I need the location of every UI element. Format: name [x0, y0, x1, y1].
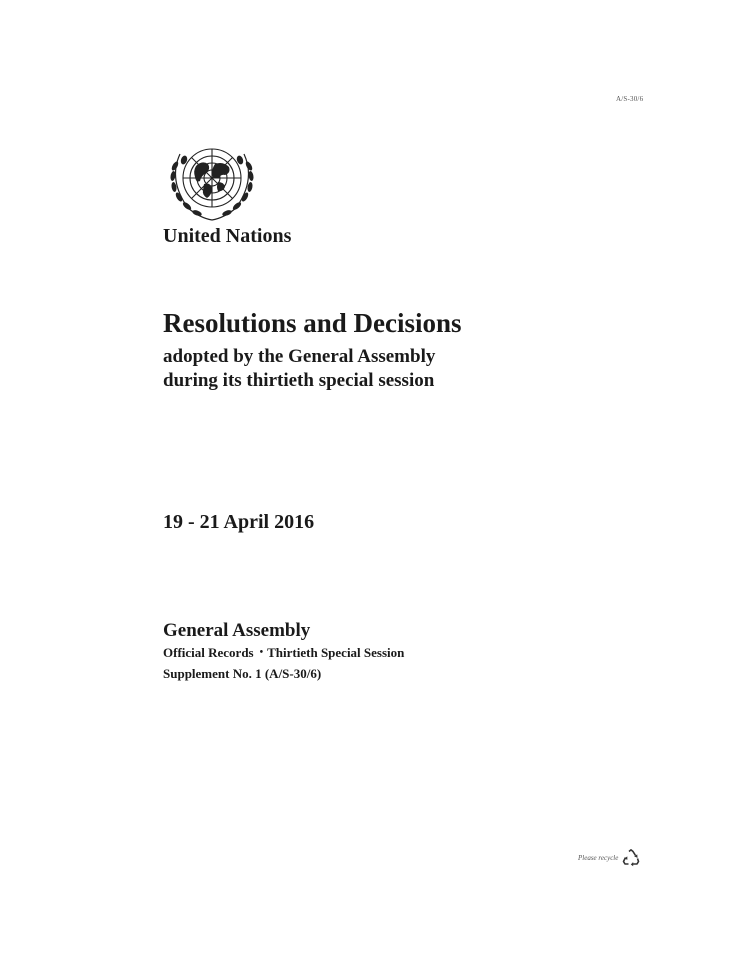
- document-title: Resolutions and Decisions: [163, 308, 462, 338]
- recycle-icon: [621, 848, 641, 868]
- records-separator: •: [259, 647, 264, 658]
- supplement-number: Supplement No. 1 (A/S-30/6): [163, 666, 322, 681]
- un-emblem-icon: [160, 136, 264, 226]
- recycle-text: Please recycle: [578, 854, 619, 862]
- document-subtitle-line2: during its thirtieth special session: [163, 370, 435, 391]
- organization-name: United Nations: [163, 225, 292, 247]
- official-records-line: [163, 645, 404, 661]
- document-symbol: A/S-30/6: [616, 95, 644, 103]
- recycle-notice: [578, 848, 641, 868]
- records-label: Official Records: [163, 645, 254, 660]
- document-subtitle-line1: adopted by the General Assembly: [163, 346, 436, 367]
- body-name: General Assembly: [163, 620, 311, 641]
- session-name: Thirtieth Special Session: [267, 645, 405, 660]
- session-dates: 19 - 21 April 2016: [163, 511, 315, 533]
